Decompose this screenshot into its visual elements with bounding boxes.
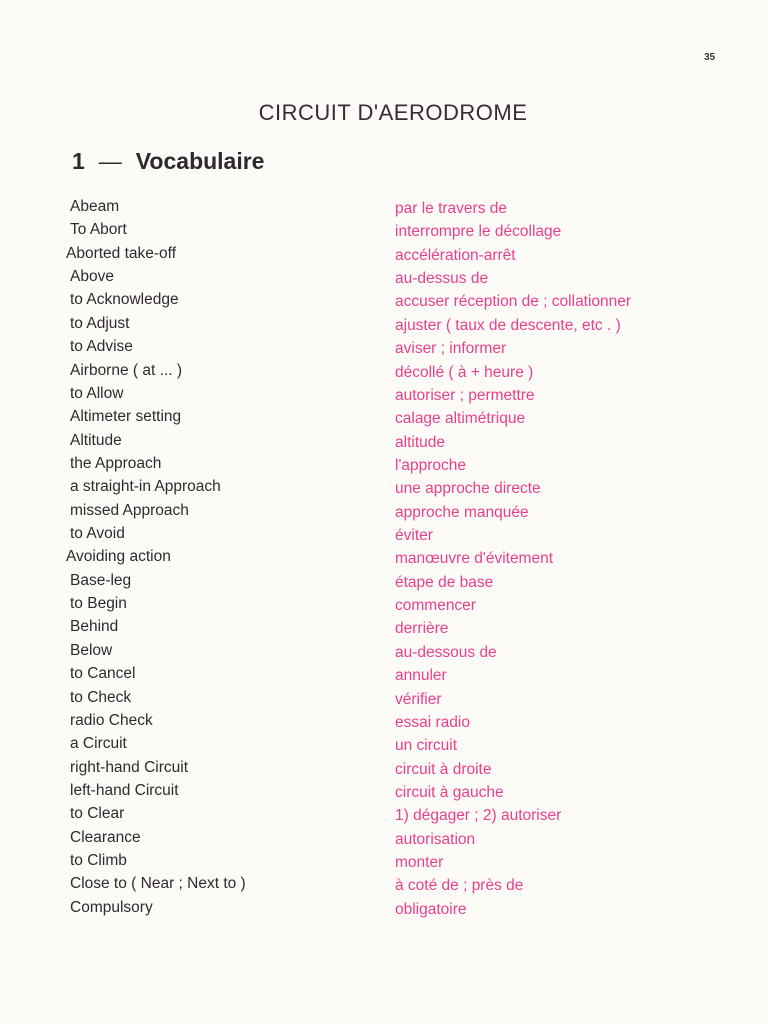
french-translation: accélération-arrêt	[395, 246, 516, 264]
french-translation: essai radio	[395, 713, 470, 731]
english-term: Altimeter setting	[70, 408, 182, 426]
english-term: Below	[70, 641, 113, 659]
section-heading	[72, 148, 264, 175]
english-term: Airborne ( at ... )	[70, 361, 182, 379]
vocab-row	[0, 875, 768, 898]
vocab-row	[0, 455, 768, 478]
english-term: to Allow	[70, 384, 124, 402]
english-term: radio Check	[70, 711, 153, 729]
vocab-row	[0, 642, 768, 665]
vocab-row	[0, 735, 768, 758]
english-term: Clearance	[70, 828, 141, 846]
section-number: 1	[72, 148, 85, 174]
french-translation: au-dessus de	[395, 270, 489, 288]
vocab-row	[0, 689, 768, 712]
english-term: Abeam	[70, 198, 120, 215]
french-translation: autorisation	[395, 830, 476, 848]
vocabulary-list	[0, 198, 768, 922]
vocab-row	[0, 712, 768, 735]
french-translation: au-dessous de	[395, 643, 497, 661]
vocab-row	[0, 852, 768, 875]
french-translation: aviser ; informer	[395, 340, 507, 358]
french-translation: obligatoire	[395, 900, 467, 918]
french-translation: un circuit	[395, 737, 458, 755]
vocab-row	[0, 478, 768, 501]
french-translation: vérifier	[395, 690, 442, 708]
french-translation: calage altimétrique	[395, 410, 526, 428]
french-translation: annuler	[395, 667, 447, 685]
english-term: Compulsory	[70, 898, 153, 916]
french-translation: ajuster ( taux de descente, etc . )	[395, 316, 621, 334]
vocab-row	[0, 572, 768, 595]
french-translation: derrière	[395, 620, 449, 638]
english-term: Behind	[70, 618, 119, 636]
french-translation: l'approche	[395, 456, 467, 474]
english-term: missed Approach	[70, 501, 189, 519]
vocab-row	[0, 805, 768, 828]
english-term: right-hand Circuit	[70, 758, 189, 776]
french-translation: commencer	[395, 597, 476, 615]
english-term: Altitude	[70, 431, 122, 449]
french-translation: décollé ( à + heure )	[395, 363, 534, 381]
page-title: CIRCUIT D'AERODROME	[258, 100, 528, 125]
vocab-row	[0, 432, 768, 455]
english-term: to Clear	[70, 805, 125, 823]
vocab-row	[0, 315, 768, 338]
english-term: a straight-in Approach	[70, 478, 221, 496]
section-dash: —	[98, 148, 122, 174]
english-term: to Adjust	[70, 314, 130, 332]
french-translation: manœuvre d'évitement	[395, 550, 554, 568]
vocab-row	[0, 502, 768, 525]
vocab-row	[0, 525, 768, 548]
english-term: Base-leg	[70, 571, 132, 589]
french-translation: interrompre le décollage	[395, 223, 562, 241]
page-number: 35	[704, 52, 716, 63]
english-term: to Advise	[70, 338, 133, 356]
english-term: a Circuit	[70, 735, 127, 753]
english-term: Aborted take-off	[66, 244, 177, 262]
french-translation: à coté de ; près de	[395, 877, 524, 895]
english-term: to Check	[70, 688, 132, 706]
english-term: to Begin	[70, 595, 127, 613]
vocab-row	[0, 548, 768, 571]
vocab-row	[0, 268, 768, 291]
french-translation: éviter	[395, 527, 433, 545]
english-term: the Approach	[70, 454, 162, 472]
english-term: Close to ( Near ; Next to )	[70, 875, 246, 893]
english-term: Avoiding action	[66, 548, 171, 566]
french-translation: circuit à droite	[395, 760, 492, 778]
english-term: to Avoid	[70, 525, 125, 543]
french-translation: approche manquée	[395, 503, 529, 521]
vocab-row	[0, 665, 768, 688]
vocab-row	[0, 759, 768, 782]
english-term: left-hand Circuit	[70, 781, 179, 799]
vocab-row	[0, 198, 768, 221]
french-translation: monter	[395, 854, 444, 872]
vocab-row	[0, 291, 768, 314]
french-translation: une approche directe	[395, 480, 541, 498]
vocab-row	[0, 595, 768, 618]
vocab-row	[0, 829, 768, 852]
english-term: to Cancel	[70, 665, 136, 683]
section-label: Vocabulaire	[135, 148, 265, 174]
english-term: to Acknowledge	[70, 291, 179, 309]
vocab-row	[0, 362, 768, 385]
english-term: To Abort	[70, 221, 127, 239]
english-term: Above	[70, 268, 114, 286]
english-term: to Climb	[70, 852, 127, 870]
french-translation: par le travers de	[395, 200, 507, 217]
vocab-row	[0, 618, 768, 641]
vocab-row	[0, 338, 768, 361]
vocab-row	[0, 408, 768, 431]
vocab-row	[0, 385, 768, 408]
vocab-row	[0, 782, 768, 805]
french-translation: accuser réception de ; collationner	[395, 293, 632, 311]
vocab-row	[0, 899, 768, 922]
vocab-row	[0, 245, 768, 268]
french-translation: étape de base	[395, 573, 494, 591]
french-translation: autoriser ; permettre	[395, 386, 535, 404]
vocab-row	[0, 221, 768, 244]
french-translation: circuit à gauche	[395, 783, 504, 801]
french-translation: 1) dégager ; 2) autoriser	[395, 807, 562, 825]
french-translation: altitude	[395, 433, 445, 451]
